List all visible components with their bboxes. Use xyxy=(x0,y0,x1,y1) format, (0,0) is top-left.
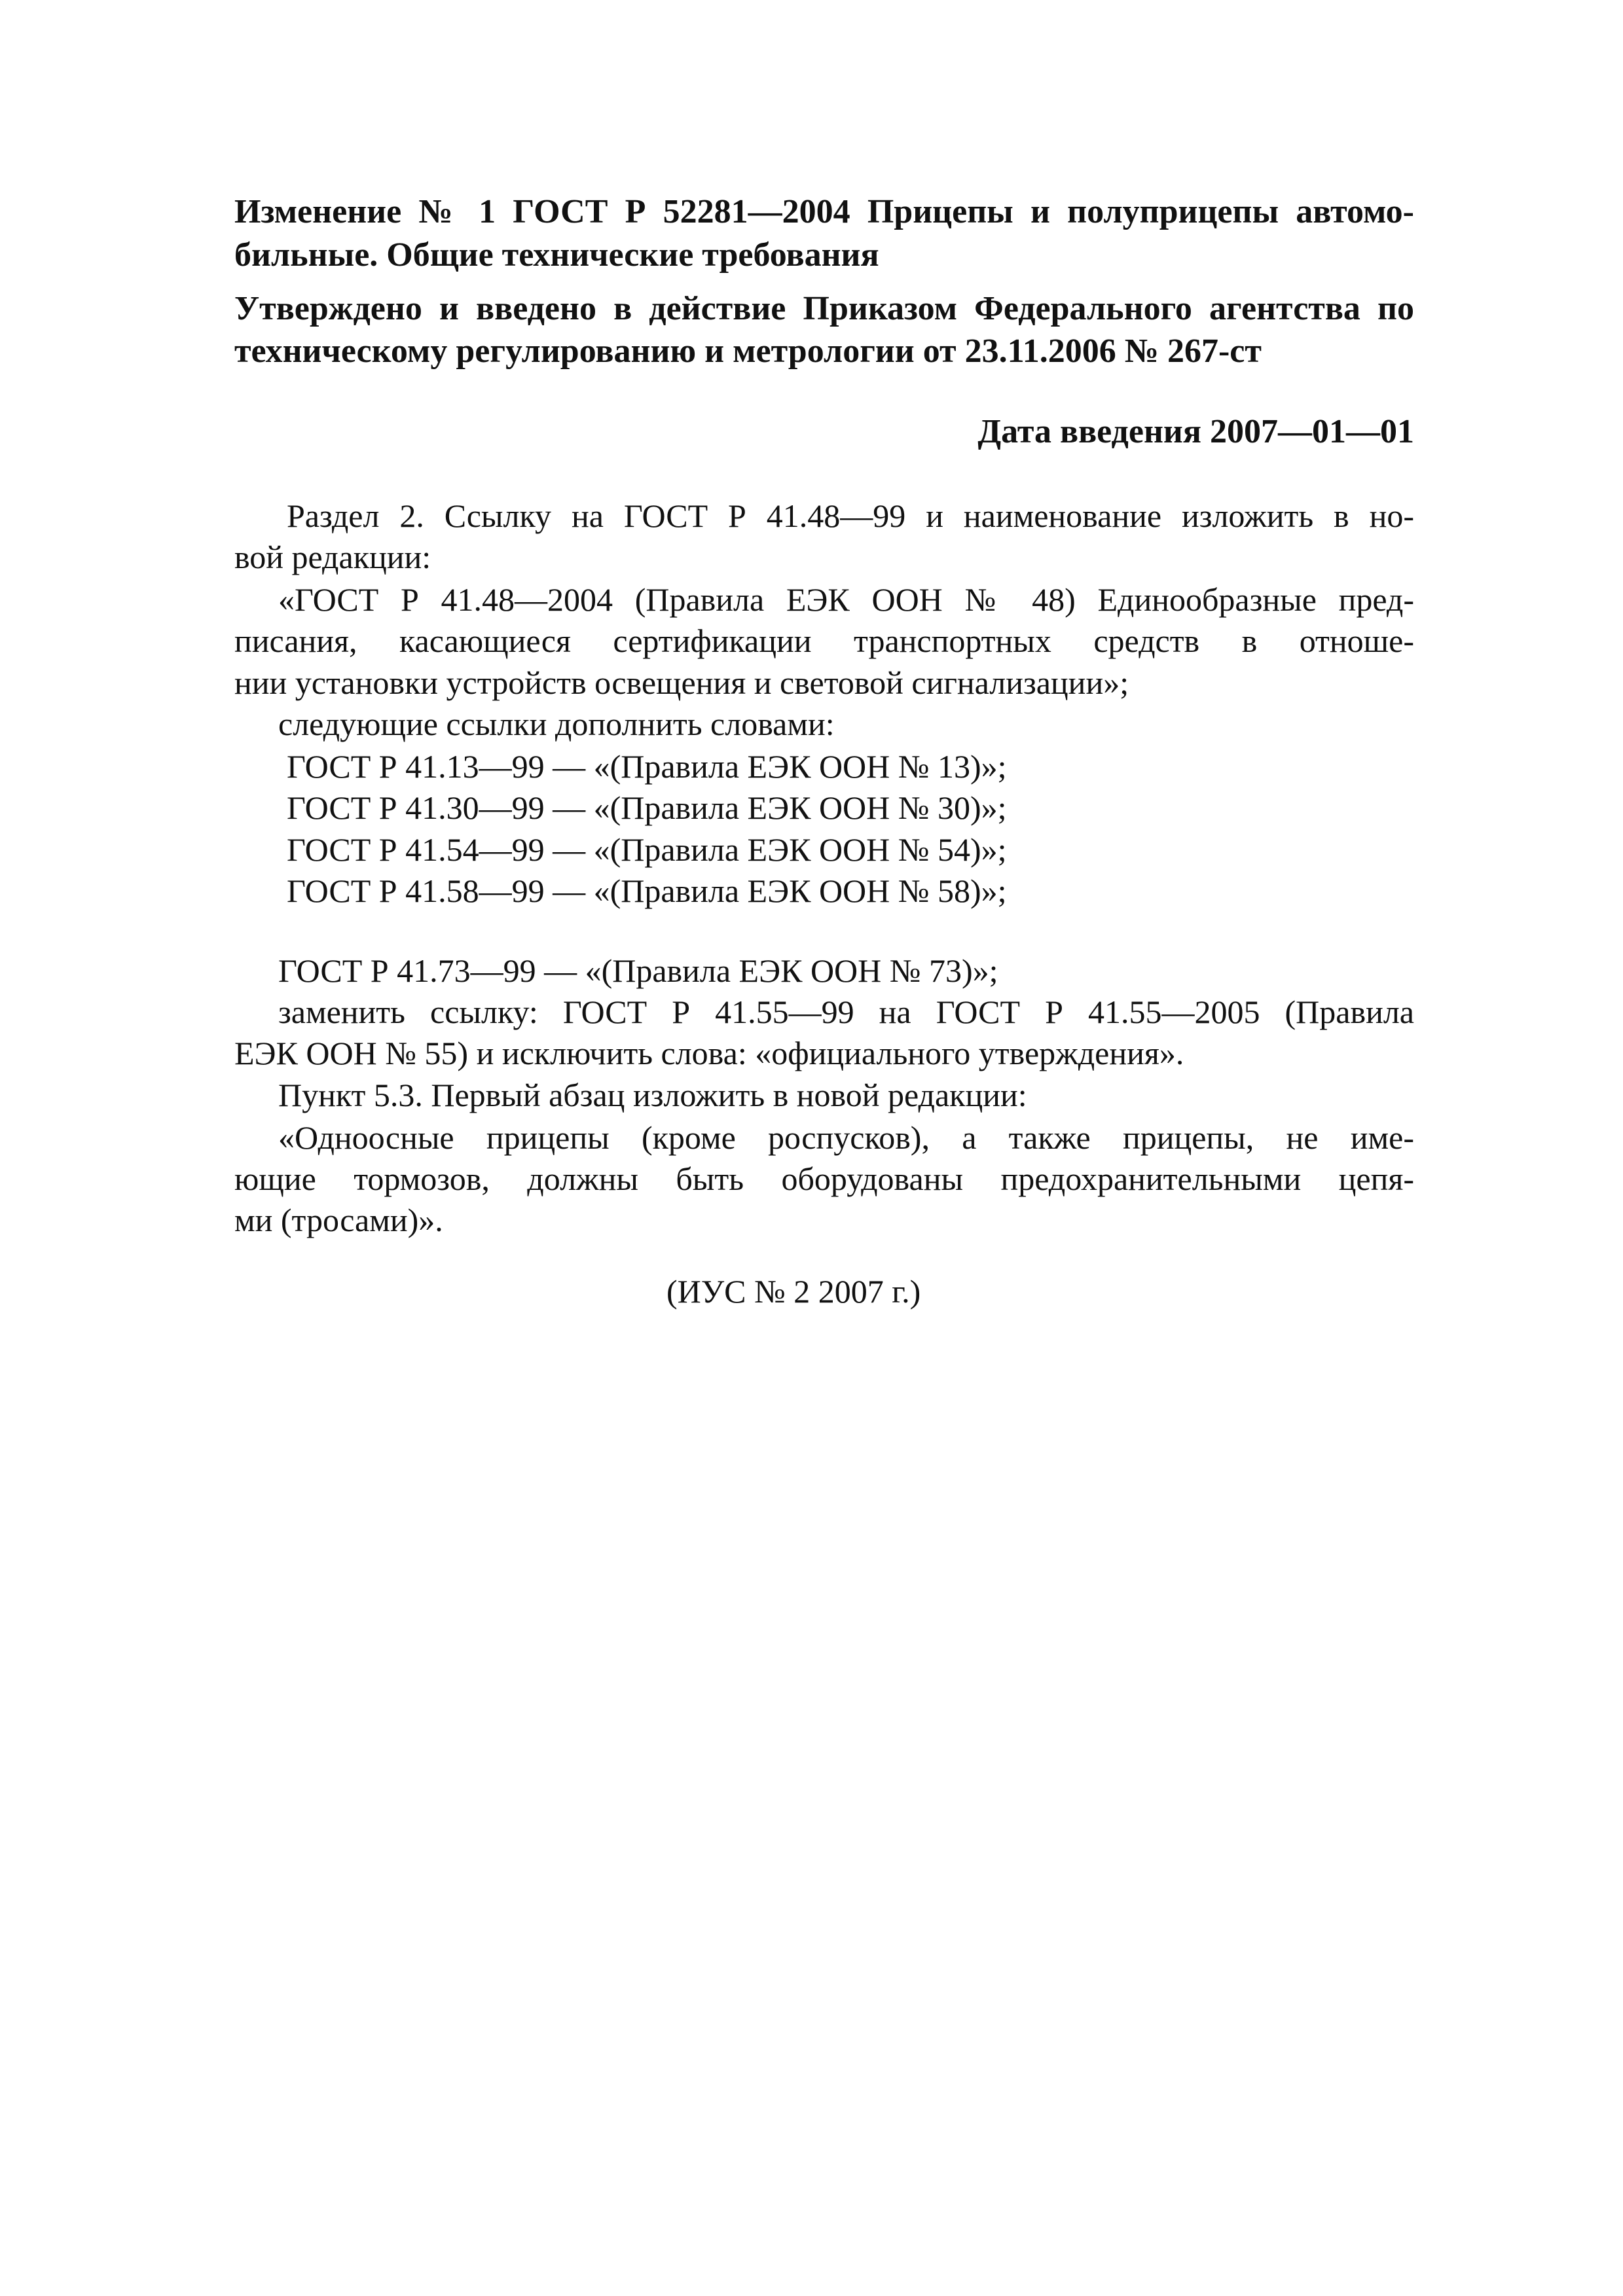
clause-5-3: Пункт 5.3. Первый абзац изложить в новой редакции: xyxy=(278,1077,1027,1113)
ref-item: ГОСТ Р 41.13—99 — «(Правила ЕЭК ООН № 13)»; xyxy=(287,748,1007,785)
approval-line-2: техническому регулированию и метрологии от 23.11.2006 № 267-ст xyxy=(234,332,1262,370)
amendment-title-line-2: бильные. Общие технические требования xyxy=(234,236,879,274)
quote-line-2: писания, касающиеся сертификации транспортных средств в отноше- xyxy=(234,622,1414,659)
amendment-title-line-1: Изменение № 1 ГОСТ Р 52281—2004 Прицепы и полуприцепы автомо- xyxy=(234,193,1414,230)
ref-item-73: ГОСТ Р 41.73—99 — «(Правила ЕЭК ООН № 73)»; xyxy=(278,952,998,989)
clause-5-3-quote-line-1: «Одноосные прицепы (кроме роспусков), а также прицепы, не име- xyxy=(278,1119,1414,1156)
clause-5-3-quote-line-3: ми (тросами)». xyxy=(234,1202,443,1238)
section-2-line-2: вой редакции: xyxy=(234,539,431,575)
quote-line-3: нии установки устройств освещения и световой сигнализации»; xyxy=(234,664,1129,701)
replace-line-1: заменить ссылку: ГОСТ Р 41.55—99 на ГОСТ Р 41.55—2005 (Правила xyxy=(278,994,1414,1030)
source-reference: (ИУС № 2 2007 г.) xyxy=(666,1273,921,1310)
ref-item: ГОСТ Р 41.54—99 — «(Правила ЕЭК ООН № 54)»; xyxy=(287,831,1007,868)
quote-line-1: «ГОСТ Р 41.48—2004 (Правила ЕЭК ООН № 48) Единообразные пред- xyxy=(278,581,1414,618)
section-2-line-1: Раздел 2. Ссылку на ГОСТ Р 41.48—99 и наименование изложить в но- xyxy=(287,497,1414,534)
ref-item: ГОСТ Р 41.30—99 — «(Правила ЕЭК ООН № 30)»; xyxy=(287,789,1007,826)
ref-item: ГОСТ Р 41.58—99 — «(Правила ЕЭК ООН № 58)»; xyxy=(287,872,1007,909)
approval-line-1: Утверждено и введено в действие Приказом Федерального агентства по xyxy=(234,290,1414,327)
replace-line-2: ЕЭК ООН № 55) и исключить слова: «официального утверждения». xyxy=(234,1035,1184,1071)
effective-date: Дата введения 2007—01—01 xyxy=(977,413,1414,450)
clause-5-3-quote-line-2: ющие тормозов, должны быть оборудованы предохранительными цепя- xyxy=(234,1160,1414,1197)
supplement-intro: следующие ссылки дополнить словами: xyxy=(278,706,835,742)
